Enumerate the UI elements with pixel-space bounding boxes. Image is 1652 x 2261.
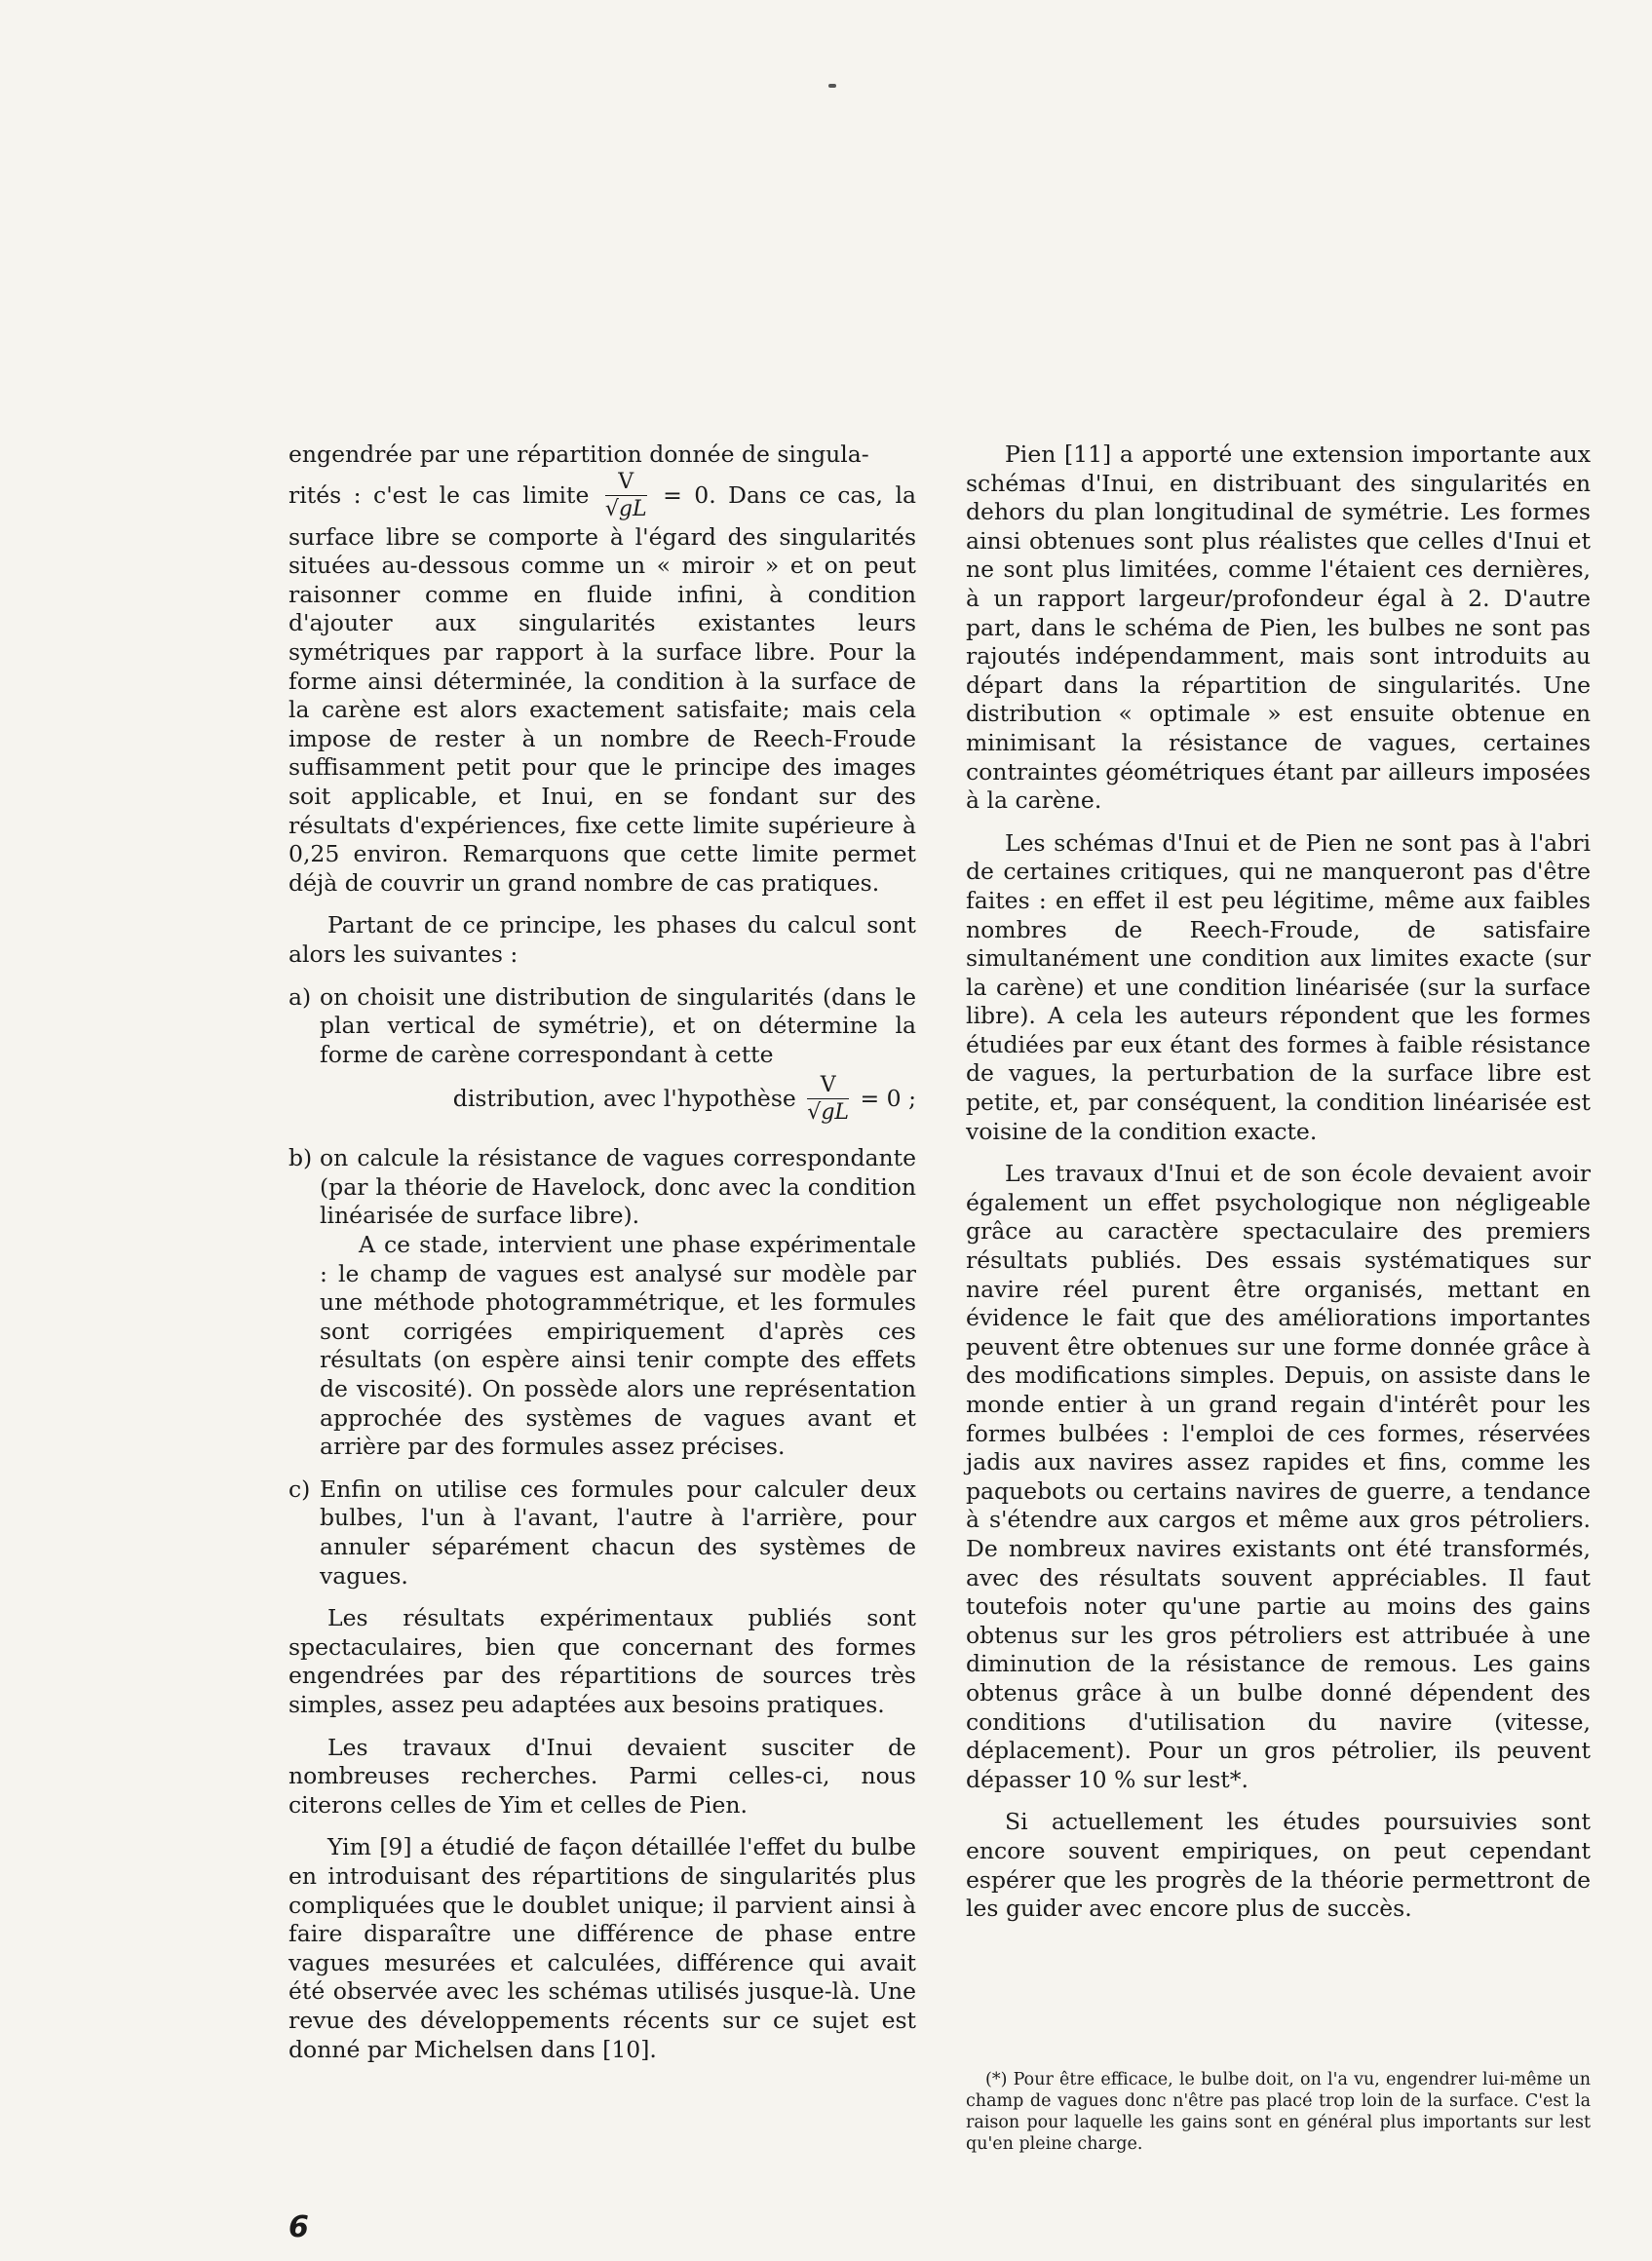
list-marker: b) [288, 1144, 313, 1172]
limit-case-lead: rités : c'est le cas limite [288, 480, 590, 509]
froude-fraction [807, 1073, 849, 1127]
fraction-denominator: √gL [604, 496, 647, 521]
list-item-subparagraph: A ce stade, intervient une phase expérimentale : le champ de vagues est analysé sur modèle par une méthode photogrammétrique, et les formules sont corrigées empiriquement d'après ces résultats (on espère ainsi tenir compte des effets de viscosité). On possède alors une représentation approchée des systèmes de vagues avant et arrière par des formules assez précises. [320, 1231, 916, 1461]
footnote [966, 2069, 1591, 2155]
footnote-text: (*) Pour être efficace, le bulbe doit, on l'a vu, engendrer lui-même un champ de vagues donc n'être pas placé trop loin de la surface. C'est la raison pour laquelle les gains sont en général plus importants sur lest qu'en pleine charge. [966, 2070, 1591, 2154]
paragraph-conclusion: Si actuellement les études poursuivies sont encore souvent empiriques, on peut cependant espérer que les progrès de la théorie permettront de les guider avec encore plus de succès. [966, 1808, 1591, 1923]
paragraph-inui-research: Les travaux d'Inui devaient susciter de nombreuses recherches. Parmi celles-ci, nous citerons celles de Yim et celles de Pien. [288, 1733, 916, 1819]
limit-case-tail: = 0. Dans ce cas, [663, 480, 883, 509]
page-number: 6 [288, 2210, 309, 2244]
fraction-numerator: V [807, 1073, 849, 1099]
fraction-numerator: V [605, 470, 647, 496]
paragraph-psychological-effect: Les travaux d'Inui et de son école devaient avoir également un effet psychologique non négligeable grâce au caractère spectaculaire des premiers résultats publiés. Des essais systématiques sur navire réel purent être organisés, mettant en évidence le fait que des améliorations importantes peuvent être obtenues sur une forme donnée grâce à des modifications simples. Depuis, on assiste dans le monde entier à un grand regain d'intérêt pour les formes bulbées : l'emploi de ces formes, réservées jadis aux navires assez rapides et fins, comme les paquebots ou certains navires de guerre, a tendance à s'étendre aux cargos et même aux gros pétroliers. De nombreux navires existants ont été transformés, avec des résultats souvent appréciables. Il faut toutefois noter qu'une partie au moins des gains obtenus sur les gros pétroliers est attribuée à une diminution de la résistance de remous. Les gains obtenus grâce à un bulbe donné dépendent des conditions d'utilisation du navire (vitesse, déplacement). Pour un gros pétrolier, ils peuvent dépasser 10 % sur lest*. [966, 1160, 1591, 1793]
formula-lead: distribution, avec l'hypothèse [452, 1085, 796, 1113]
paragraph-calculation-phases: Partant de ce principe, les phases du calcul sont alors les suivantes : [288, 911, 916, 968]
list-item-c [288, 1475, 916, 1590]
list-item-b [288, 1144, 916, 1462]
paper-speck [828, 84, 836, 88]
left-column [288, 441, 916, 2078]
paragraph-critiques: Les schémas d'Inui et de Pien ne sont pas à l'abri de certaines critiques, qui ne manqueront pas d'être faites : en effet il est peu légitime, même aux faibles nombres de Reech-Froude, de satisfaire simultanément une condition aux limites exacte (sur la carène) et une condition linéarisée (sur la surface libre). A cela les auteurs répondent que les formes étudiées par eux étant des formes à faible résistance de vagues, la perturbation de la surface libre est petite, et, par conséquent, la condition linéarisée est voisine de la condition exacte. [966, 828, 1591, 1145]
list-marker: a) [288, 982, 312, 1011]
froude-fraction [605, 470, 647, 523]
paragraph-pien: Pien [11] a apporté une extension importante aux schémas d'Inui, en distribuant des singularités en dehors du plan longitudinal de symétrie. Les formes ainsi obtenues sont plus réalistes que celles d'Inui et ne sont plus limitées, comme l'étaient ces dernières, à un rapport largeur/profondeur égal à 2. D'autre part, dans le schéma de Pien, les bulbes ne sont pas rajoutés indépendamment, mais sont introduits au départ dans la répartition de singularités. Une distribution « optimale » est ensuite obtenue en minimisant la résistance de vagues, certaines contraintes géométriques étant par ailleurs imposées à la carène. [966, 441, 1591, 815]
list-item-text: Enfin on utilise ces formules pour calculer deux bulbes, l'un à l'avant, l'autre à l'arrière, pour annuler séparément chacun des systèmes de vagues. [320, 1475, 916, 1590]
fraction-denominator: √gL [807, 1100, 850, 1126]
list-marker: c) [288, 1475, 311, 1503]
formula-tail: = 0 ; [860, 1085, 916, 1113]
paragraph-rest: la surface libre se comporte à l'égard des singularités situées au-dessous comme un « miroir » et on peut raisonner comme en fluide infini, à condition d'ajouter aux singularités existantes leurs symétriques par rapport à la surface libre. Pour la forme ainsi déterminée, la condition à la surface de la carène est alors exactement satisfaite; mais cela impose de rester à un nombre de Reech-Froude suffisamment petit pour que le principe des images soit applicable, et Inui, en se fondant sur des résultats d'expériences, fixe cette limite supérieure à 0,25 environ. Remarquons que cette limite permet déjà de couvrir un grand nombre de cas pratiques. [288, 480, 916, 897]
list-item-text: on choisit une distribution de singularités (dans le plan vertical de symétrie), et on détermine la forme de carène correspondant à cette [320, 982, 916, 1068]
formula-line [320, 1073, 916, 1127]
list-item-a [288, 983, 916, 1131]
line-1: engendrée par une répartition donnée de singula- [288, 441, 869, 468]
paragraph-mirror-principle [288, 441, 916, 898]
list-item-text: on calcule la résistance de vagues correspondante (par la théorie de Havelock, donc avec la condition linéarisée de surface libre). [320, 1144, 916, 1230]
paragraph-experimental-results: Les résultats expérimentaux publiés sont spectaculaires, bien que concernant des formes engendrées par des répartitions de sources très simples, assez peu adaptées aux besoins pratiques. [288, 1604, 916, 1718]
paragraph-yim: Yim [9] a étudié de façon détaillée l'effet du bulbe en introduisant des répartitions de singularités plus compliquées que le doublet unique; il parvient ainsi à faire disparaître une différence de phase entre vagues mesurées et calculées, différence qui avait été observée avec les schémas utilisés jusque-là. Une revue des développements récents sur ce sujet est donné par Michelsen dans [10]. [288, 1833, 916, 2063]
right-column [966, 441, 1591, 1937]
